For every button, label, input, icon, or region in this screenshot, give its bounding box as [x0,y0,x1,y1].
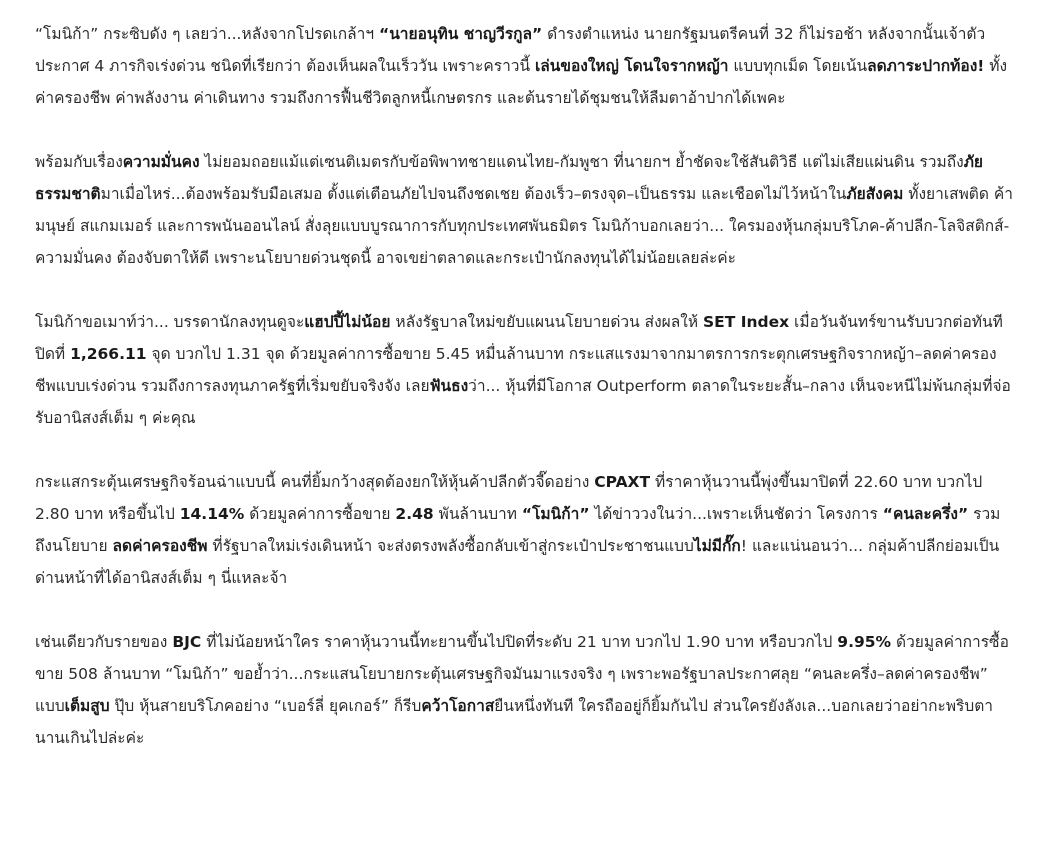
bold-text: BJC [172,633,202,651]
paragraph-4 [35,466,1013,594]
text-run: ที่รัฐบาลใหม่เร่งเดินหน้า จะส่งตรงพลังซื้อกลับเข้าสู่กระเป๋าประชาชนแบบ [207,537,694,555]
text-run: เช่นเดียวกับรายของ [35,633,173,651]
text-run: รวมถึงนโยบาย [35,505,1001,555]
text-run: ด้วยมูลค่าการซื้อขาย 508 ล้านบาท “โมนิก้า” ขอย้ำว่า...กระแสนโยบายกระตุ้นเศรษฐกิจมันมาแรงจริง ๆ เพราะพอรัฐบาลประกาศลุย “คนละครึ่ง–ลดค่าครองชีพ” แบบ [35,633,1009,715]
bold-text: 1,266.11 [70,345,147,363]
text-run: ที่ไม่น้อยหน้าใคร ราคาหุ้นวานนี้ทะยานขึ้นไปปิดที่ระดับ 21 บาท บวกไป 1.90 บาท หรือบวกไป [201,633,838,651]
text-run: แบบทุกเม็ด โดยเน้น [728,57,868,75]
text-run: ทั้งยาเสพติด ค้ามนุษย์ สแกมเมอร์ และการพนันออนไลน์ สั่งลุยแบบบูรณาการกับทุกประเทศพันธมิตร โมนิก้าบอกเลยว่า... ใครมองหุ้นกลุ่มบริโภค-ค้าปลีก-โลจิสติกส์-ความมั่นคง ต้องจับตาให้ดี เพราะนโยบายด่วนชุดนี้ อาจเขย่าตลาดและกระเป๋านักลงทุนได้ไม่น้อยเลยล่ะค่ะ [35,185,1013,267]
text-run: เมื่อวันจันทร์ขานรับบวกต่อทันที ปิดที่ [35,313,1003,363]
bold-text: “นายอนุทิน ชาญวีรกูล” [379,25,543,43]
text-run: ทั้งค่าครองชีพ ค่าพลังงาน ค่าเดินทาง รวมถึงการฟื้นชีวิตลูกหนี้เกษตรกร และต้นรายได้ชุมชนให้ลืมตาอ้าปากได้เพคะ [35,57,1008,107]
bold-text: แฮปปี้ไม่น้อย [304,313,391,331]
text-run: ! และแน่นอนว่า... กลุ่มค้าปลีกย่อมเป็นด่านหน้าที่ได้อานิสงส์เต็ม ๆ นี่แหละจ้า [35,537,1000,587]
text-run: ด้วยมูลค่าการซื้อขาย [244,505,396,523]
text-run: ดำรงตำแหน่ง นายกรัฐมนตรีคนที่ 32 ก็ไม่รอช้า หลังจากนั้นเจ้าตัว ประกาศ 4 ภารกิจเร่งด่วน ชนิดที่เรียกว่า ต้องเห็นผลในเร็ววัน เพราะคราวนี้ [35,25,986,75]
bold-text: ลดภาระปากท้อง! [867,57,985,75]
bold-text: 2.48 [395,505,434,523]
text-run: จุด บวกไป 1.31 จุด ด้วยมูลค่าการซื้อขาย 5.45 หมื่นล้านบาท กระแสแรงมาจากมาตรการกระตุกเศรษฐกิจรากหญ้า–ลดค่าครองชีพแบบเร่งด่วน รวมถึงการลงทุนภาครัฐที่เริ่มขยับจริงจัง เลย [35,345,997,395]
bold-text: 14.14% [179,505,245,523]
text-run: ไม่ยอมถอยแม้แต่เซนติเมตรกับข้อพิพาทชายแดนไทย-กัมพูชา ที่นายกฯ ย้ำชัดจะใช้สันติวิธี แต่ไม่เสียแผ่นดิน รวมถึง [199,153,964,171]
text-run: หลังรัฐบาลใหม่ขยับแผนนโยบายด่วน ส่งผลให้ [390,313,703,331]
bold-text: เล่นของใหญ่ โดนใจรากหญ้า [535,57,729,75]
bold-text: “โมนิก้า” [521,505,590,523]
bold-text: เต็มสูบ [64,697,110,715]
text-run: กระแสกระตุ้นเศรษฐกิจร้อนฉ่าแบบนี้ คนที่ยิ้มกว้างสุดต้องยกให้หุ้นค้าปลีกตัวจี๊ดอย่าง [35,473,595,491]
bold-text: “คนละครึ่ง” [882,505,969,523]
text-run: พร้อมกับเรื่อง [35,153,123,171]
text-run: พันล้านบาท [433,505,522,523]
text-run: ได้ข่าววงในว่า...เพราะเห็นชัดว่า โครงการ [589,505,883,523]
paragraph-2 [35,146,1013,274]
paragraph-1 [35,18,1013,114]
paragraph-3 [35,306,1013,434]
bold-text: ภัยธรรมชาติ [35,153,983,203]
bold-text: ฟันธง [429,377,469,395]
bold-text: ลดค่าครองชีพ [112,537,208,555]
text-run: ว่า... หุ้นที่มีโอกาส Outperform ตลาดในระยะสั้น–กลาง เห็นจะหนีไม่พ้นกลุ่มที่จ่อรับอานิสงส์เต็ม ๆ ค่ะคุณ [35,377,1011,427]
bold-text: CPAXT [594,473,651,491]
text-run: “โมนิก้า” กระซิบดัง ๆ เลยว่า...หลังจากโปรดเกล้าฯ [35,25,380,43]
text-run: โมนิก้าขอเมาท์ว่า... บรรดานักลงทุนดูจะ [35,313,305,331]
bold-text: SET Index [702,313,790,331]
bold-text: ภัยสังคม [846,185,904,203]
bold-text: คว้าโอกาส [421,697,495,715]
bold-text: ความมั่นคง [122,153,200,171]
bold-text: ไม่มีกั๊ก [693,537,741,555]
paragraph-5 [35,626,1013,754]
bold-text: 9.95% [837,633,892,651]
text-run: ปุ๊บ หุ้นสายบริโภคอย่าง “เบอร์ลี่ ยุคเกอร์” ก็รีบ [109,697,422,715]
text-run: ยืนหนึ่งทันที ใครถืออยู่ก็ยิ้มกันไป ส่วนใครยังลังเล...บอกเลยว่าอย่ากะพริบตานานเกินไปล่ะค่ะ [35,697,993,747]
text-run: ที่ราคาหุ้นวานนี้พุ่งขึ้นมาปิดที่ 22.60 บาท บวกไป 2.80 บาท หรือขึ้นไป [35,473,983,523]
text-run: มาเมื่อไหร่...ต้องพร้อมรับมือเสมอ ตั้งแต่เตือนภัยไปจนถึงชดเชย ต้องเร็ว–ตรงจุด–เป็นธรรม และเชือดไม่ไว้หน้าใน [100,185,847,203]
